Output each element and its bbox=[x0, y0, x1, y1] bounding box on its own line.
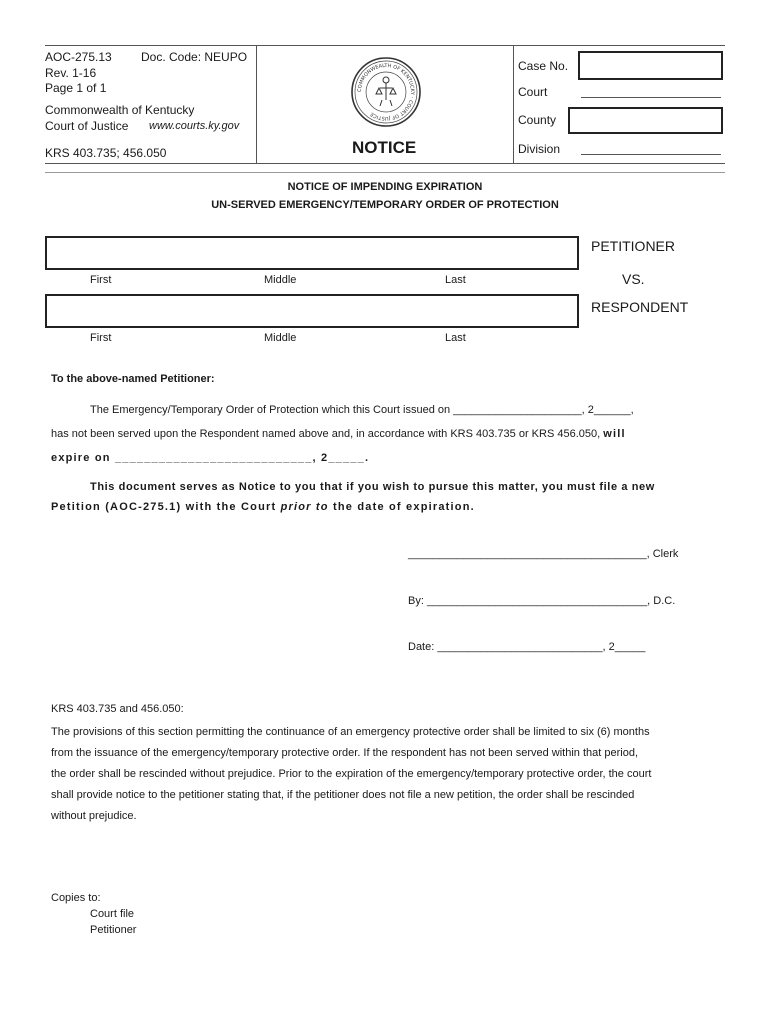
respondent-label: RESPONDENT bbox=[591, 299, 689, 315]
header-secondary-rule bbox=[45, 172, 725, 173]
paragraph-1-will: will bbox=[603, 428, 626, 440]
court-field[interactable] bbox=[581, 97, 721, 98]
paragraph-2-line-2 bbox=[51, 501, 475, 513]
court-of-justice: Court of Justice bbox=[45, 119, 129, 133]
paragraph-1-line-3: expire on ___________________________, 2_____. bbox=[51, 452, 370, 464]
paragraph-1-line-1: The Emergency/Temporary Order of Protection which this Court issued on _____________________, 2______, bbox=[90, 404, 634, 416]
statutes: KRS 403.735; 456.050 bbox=[45, 146, 167, 160]
statute-line: the order shall be rescinded without prejudice. Prior to the expiration of the emergency/temporary protective order, the court bbox=[51, 768, 652, 780]
county-field[interactable] bbox=[568, 107, 723, 134]
signature-date-line[interactable]: Date: ___________________________, 2_____ bbox=[408, 641, 646, 653]
statute-line: without prejudice. bbox=[51, 810, 137, 822]
petitioner-first-label: First bbox=[90, 274, 112, 286]
copies-label: Copies to: bbox=[51, 892, 101, 904]
statute-line: from the issuance of the emergency/temporary protective order. If the respondent has not been served within that period, bbox=[51, 747, 638, 759]
court-seal bbox=[350, 56, 422, 128]
division-field[interactable] bbox=[581, 154, 721, 155]
respondent-middle-label: Middle bbox=[264, 332, 297, 344]
petitioner-label: PETITIONER bbox=[591, 238, 676, 254]
form-number: AOC-275.13 bbox=[45, 50, 112, 64]
notice-title: NOTICE bbox=[352, 138, 417, 157]
clerk-signature-line[interactable]: _______________________________________, Clerk bbox=[408, 548, 679, 560]
paragraph-2-text-a: Petition (AOC-275.1) with the Court bbox=[51, 501, 277, 513]
header-divider-left bbox=[256, 45, 257, 163]
petitioner-name-field[interactable] bbox=[45, 236, 579, 270]
statute-text bbox=[51, 722, 651, 827]
statute-line: shall provide notice to the petitioner stating that, if the petitioner does not file a new petition, the order shall be rescinded bbox=[51, 789, 635, 801]
division-label: Division bbox=[518, 142, 561, 156]
seal-icon bbox=[350, 56, 422, 128]
paragraph-2-line-1: This document serves as Notice to you that if you wish to pursue this matter, you must file a new bbox=[90, 481, 655, 493]
petitioner-middle-label: Middle bbox=[264, 274, 297, 286]
statute-heading: KRS 403.735 and 456.050: bbox=[51, 703, 184, 715]
paragraph-2-text-b: the date of expiration. bbox=[332, 501, 475, 513]
copies-item: Petitioner bbox=[90, 924, 137, 936]
respondent-name-field[interactable] bbox=[45, 294, 579, 328]
court-label: Court bbox=[518, 85, 548, 99]
respondent-first-label: First bbox=[90, 332, 112, 344]
paragraph-1-line-2-text: has not been served upon the Respondent named above and, in accordance with KRS 403.735 or KRS 456.050, bbox=[51, 428, 601, 440]
petitioner-last-label: Last bbox=[445, 274, 466, 286]
header-top-rule bbox=[45, 45, 725, 46]
svg-text:COMMONWEALTH OF KENTUCKY · COU: COMMONWEALTH OF KENTUCKY · COURT OF JUSTICE bbox=[356, 62, 416, 122]
header-bottom-rule bbox=[45, 163, 725, 164]
statute-line: The provisions of this section permitting the continuance of an emergency protective order shall be limited to six (6) months bbox=[51, 726, 650, 738]
revision: Rev. 1-16 bbox=[45, 66, 97, 80]
respondent-last-label: Last bbox=[445, 332, 466, 344]
title-line-1: NOTICE OF IMPENDING EXPIRATION bbox=[287, 181, 483, 193]
website: www.courts.ky.gov bbox=[149, 120, 240, 132]
deputy-clerk-line[interactable]: By: ____________________________________, D.C. bbox=[408, 595, 676, 607]
paragraph-2-prior-to: prior to bbox=[280, 501, 329, 513]
county-label: County bbox=[518, 113, 557, 127]
copies-item: Court file bbox=[90, 908, 135, 920]
commonwealth: Commonwealth of Kentucky bbox=[45, 103, 195, 117]
case-no-label: Case No. bbox=[518, 59, 569, 73]
case-no-field[interactable] bbox=[578, 51, 723, 80]
title-line-2: UN-SERVED EMERGENCY/TEMPORARY ORDER OF PROTECTION bbox=[211, 199, 559, 211]
page-number: Page 1 of 1 bbox=[45, 81, 107, 95]
vs-label: VS. bbox=[622, 271, 645, 287]
salutation: To the above-named Petitioner: bbox=[51, 373, 215, 385]
header-divider-right bbox=[513, 45, 514, 163]
doc-code: Doc. Code: NEUPO bbox=[141, 50, 248, 64]
paragraph-1-line-2 bbox=[51, 428, 626, 440]
